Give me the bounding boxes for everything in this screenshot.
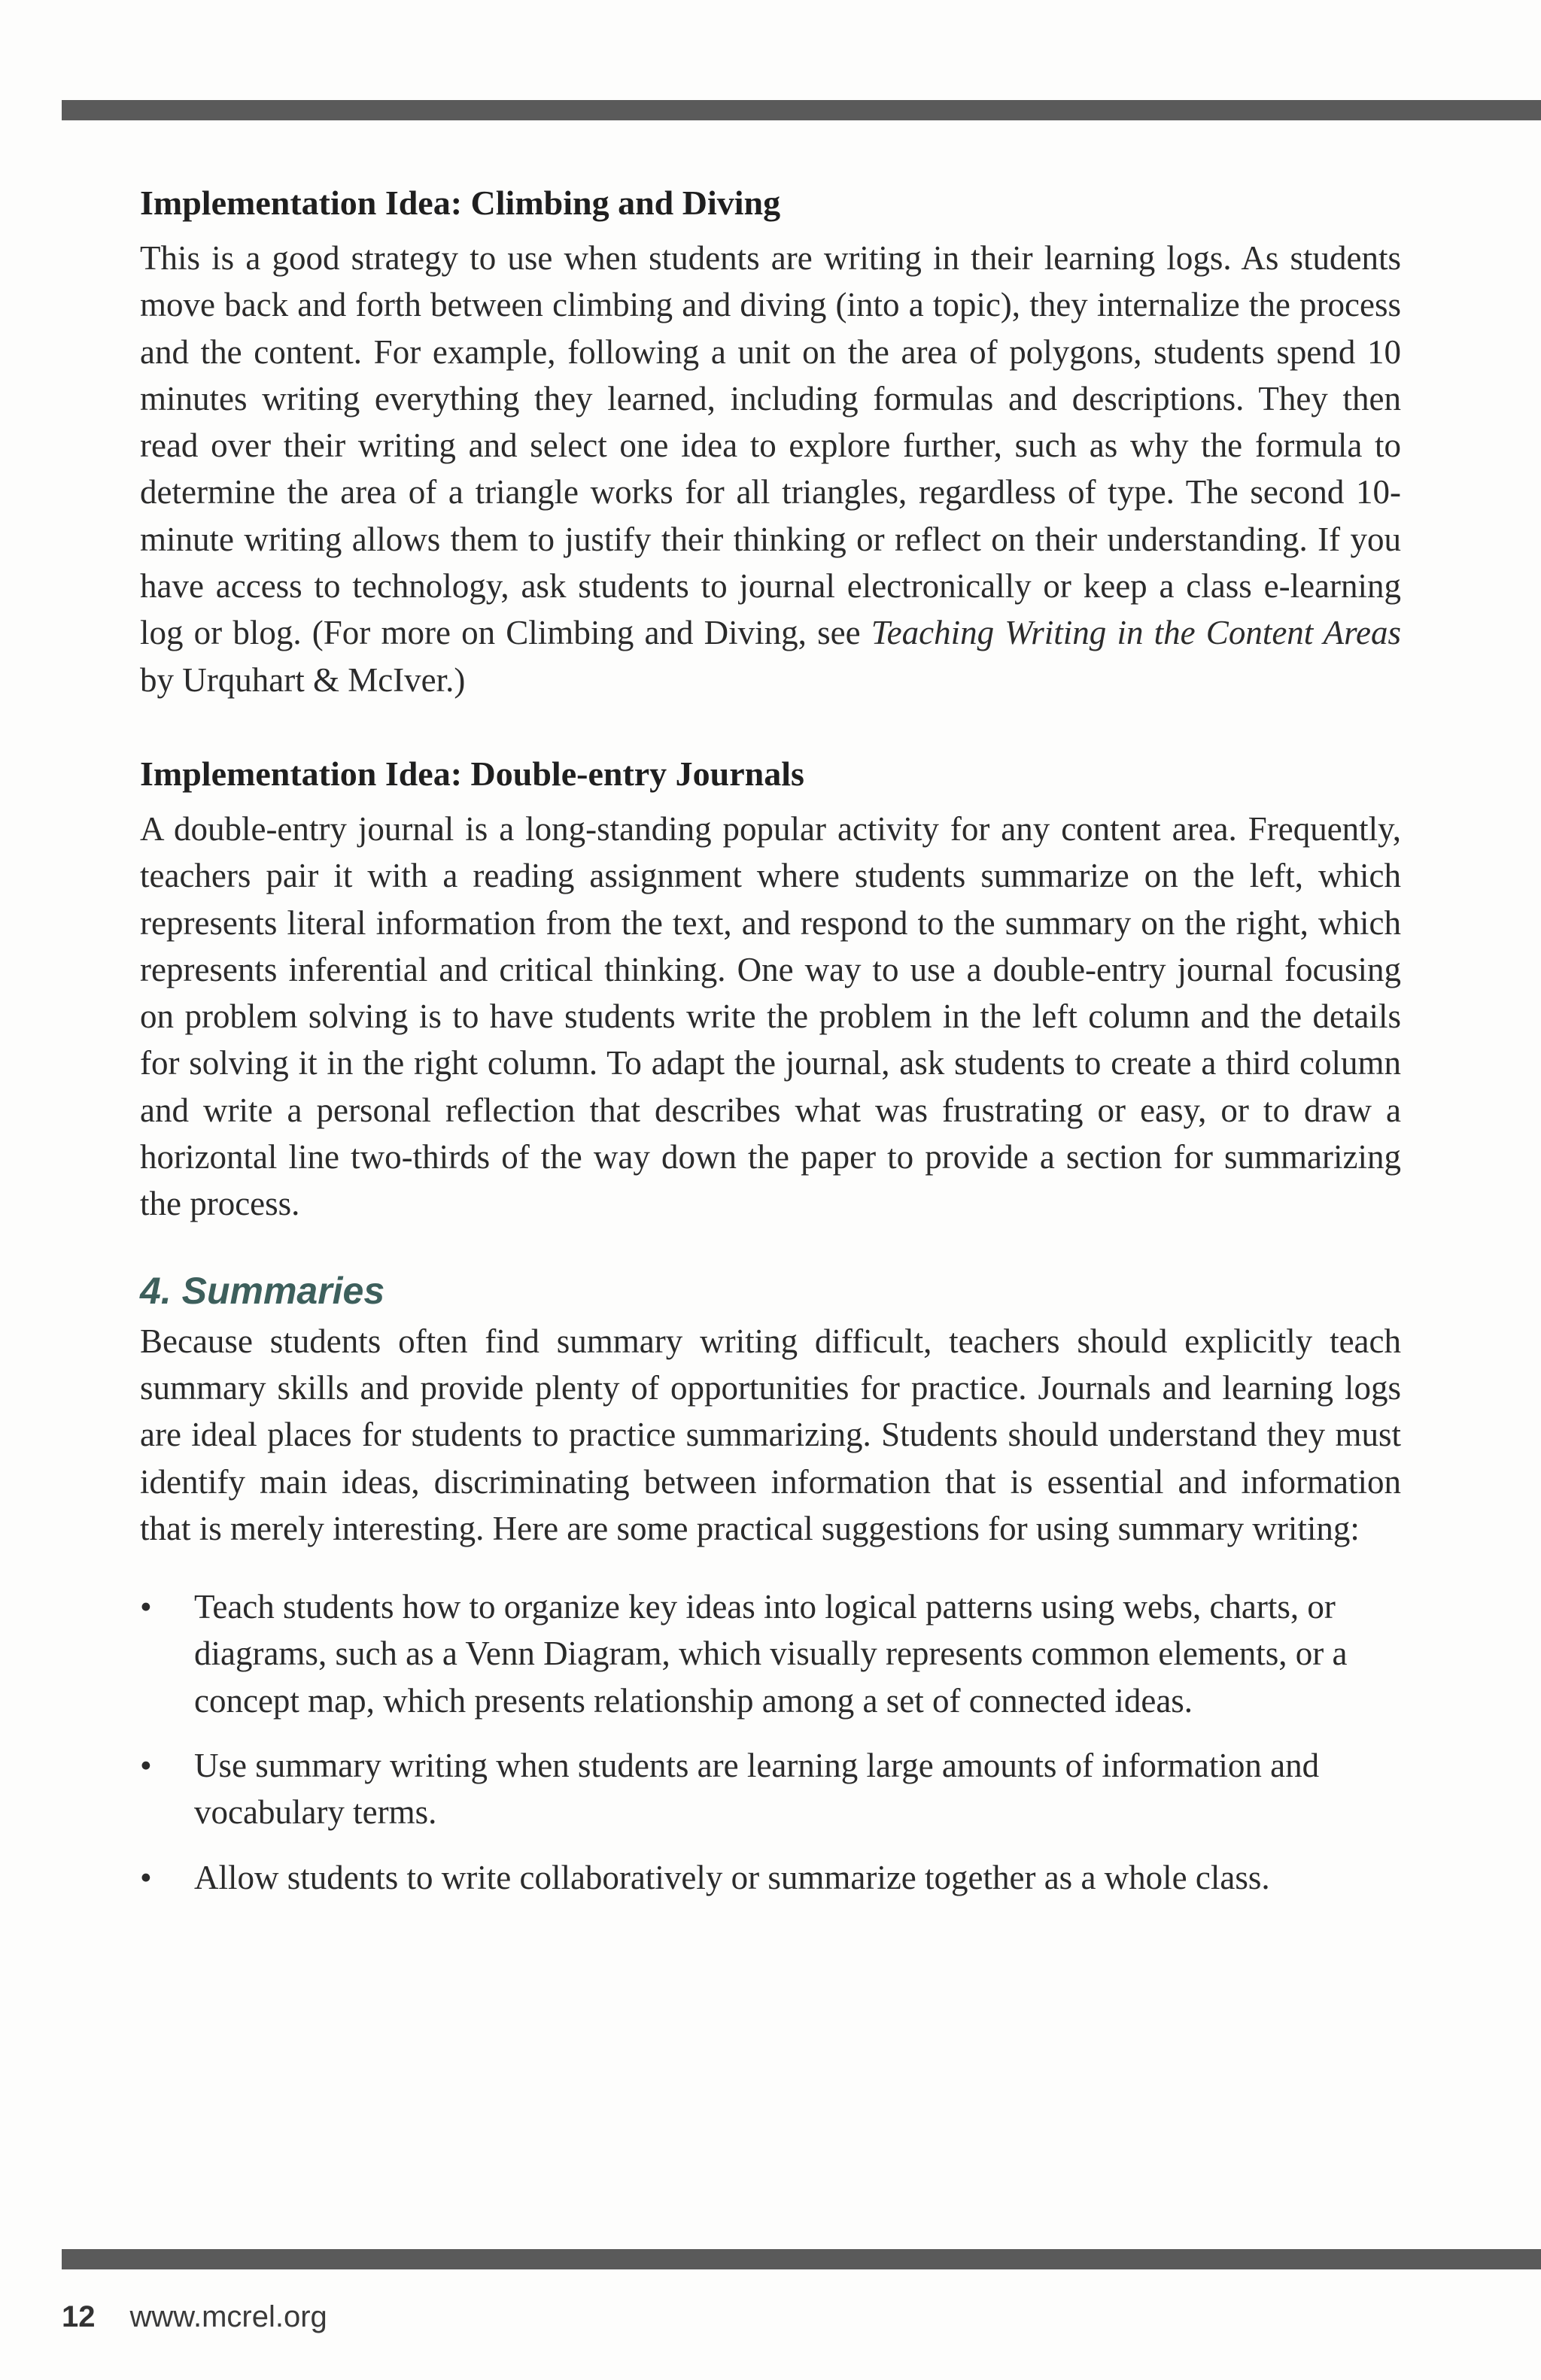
climbing-diving-paragraph	[140, 235, 1401, 703]
climbing-diving-text-end: by Urquhart & McIver.)	[140, 660, 466, 699]
climbing-diving-text: This is a good strategy to use when students are writing in their learning logs. As students move back and forth between climbing and diving (into a topic), they internalize the process and the content. For example, following a unit on the area of polygons, students spend 10 minutes writing everything they learned, including formulas and descriptions. They then read over their writing and select one idea to explore further, such as why the formula to determine the area of a triangle works for all triangles, regardless of type. The second 10-minute writing allows them to justify their thinking or reflect on their understanding. If you have access to technology, ask students to journal electronically or keep a class e-learning log or blog. (For more on Climbing and Diving, see	[140, 239, 1401, 652]
list-item	[140, 1854, 1391, 1901]
list-item	[140, 1583, 1391, 1724]
page-footer	[62, 2294, 327, 2339]
list-item-text: Allow students to write collaboratively or summarize together as a whole class.	[194, 1858, 1270, 1896]
bullet-icon: •	[140, 1588, 152, 1626]
book-title: Teaching Writing in the Content Areas	[871, 614, 1401, 652]
summaries-paragraph: Because students often find summary writing difficult, teachers should explicitly teach summary skills and provide plenty of opportunities for practice. Journals and learning logs are ideal places for students to practice summarizing. Students should understand they must identify main ideas, discriminating between information that is essential and information that is merely interesting. Here are some practical suggestions for using summary writing:	[140, 1322, 1401, 1547]
page-content	[140, 179, 1401, 1919]
list-item-text: Teach students how to organize key ideas into logical patterns using webs, charts, or diagrams, such as a Venn Diagram, which visually represents common elements, or a concept map, which presents relationship among a set of connected ideas.	[194, 1588, 1348, 1720]
double-entry-heading: Implementation Idea: Double-entry Journals	[140, 754, 804, 793]
top-divider-bar	[62, 100, 1541, 120]
double-entry-paragraph: A double-entry journal is a long-standing popular activity for any content area. Frequently, teachers pair it with a reading assignment where students summarize on the left, which represents literal information from the text, and respond to the summary on the right, which represents inferential and critical thinking. One way to use a double-entry journal focusing on problem solving is to have students write the problem in the left column and the details for solving it in the right column. To adapt the journal, ask students to create a third column and write a personal reflection that describes what was frustrating or easy, or to draw a horizontal line two-thirds of the way down the paper to provide a section for summarizing the process.	[140, 809, 1401, 1223]
bullet-icon: •	[140, 1747, 152, 1785]
list-item-text: Use summary writing when students are learning large amounts of information and vocabulary terms.	[194, 1747, 1320, 1832]
summary-suggestions-list	[140, 1583, 1401, 1901]
page-number: 12	[62, 2300, 96, 2333]
list-item	[140, 1742, 1391, 1836]
summaries-heading: 4. Summaries	[140, 1269, 385, 1312]
footer-url: www.mcrel.org	[129, 2300, 327, 2333]
bottom-divider-bar	[62, 2249, 1541, 2269]
climbing-diving-heading: Implementation Idea: Climbing and Diving	[140, 184, 781, 222]
bullet-icon: •	[140, 1858, 152, 1896]
